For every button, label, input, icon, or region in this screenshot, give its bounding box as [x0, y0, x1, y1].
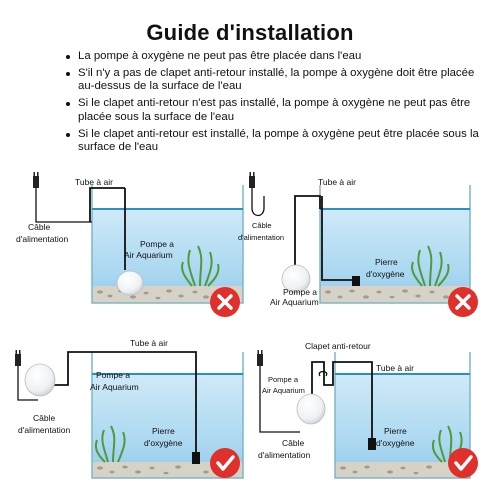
gravel-bed [320, 286, 470, 303]
cable-label: d'alimentation [16, 234, 69, 244]
rule-item: Si le clapet anti-retour n'est pas installé, la pompe à oxygène ne peut pas être placée sous la surface de l'eau [66, 97, 486, 124]
power-plug-icon [249, 172, 255, 188]
correct-icon [210, 448, 240, 478]
air-stone-icon [352, 276, 360, 286]
wrong-icon [210, 287, 240, 317]
cable-label: d'alimentation [18, 425, 71, 435]
panel-3 [15, 338, 243, 478]
tube-label: Tube à air [75, 177, 113, 187]
check-valve-icon [319, 372, 326, 377]
pump-label: Air Aquarium [124, 250, 173, 260]
power-plug-icon [33, 172, 39, 188]
valve-label: Clapet anti-retour [305, 341, 371, 351]
air-pump-icon [297, 394, 325, 424]
pump-label: Pompe a [268, 375, 299, 384]
rule-item: S'il n'y a pas de clapet anti-retour installé, la pompe à oxygène doit être placée au-dessus de la surface de l'eau [66, 67, 486, 94]
pump-label: Pompe a [96, 370, 131, 380]
tube-label: Tube à air [130, 338, 168, 348]
panel-2 [238, 172, 478, 317]
page-title: Guide d'installation [146, 20, 354, 45]
cable-label: Câble [252, 221, 272, 230]
correct-icon [448, 448, 478, 478]
power-cable [252, 188, 264, 216]
power-plug-icon [15, 350, 21, 366]
rule-item: La pompe à oxygène ne peut pas être placée dans l'eau [66, 50, 486, 63]
cable-label: Câble [33, 413, 56, 423]
pump-label: Air Aquarium [90, 382, 139, 392]
pump-label: Air Aquarium [270, 297, 319, 307]
pump-label: Pompe a [283, 287, 318, 297]
air-pump-icon [117, 271, 143, 295]
tube-label: Tube à air [376, 363, 414, 373]
cable-label: d'alimentation [258, 450, 311, 460]
air-stone-icon [368, 438, 376, 450]
air-pump-icon [25, 364, 55, 396]
air-stone-icon [192, 452, 200, 464]
power-cable [36, 188, 92, 222]
cable-label: Câble [28, 222, 51, 232]
cable-label: Câble [282, 438, 305, 448]
stone-label: d'oxygène [376, 438, 415, 448]
rule-item: Si le clapet anti-retour est installé, la pompe à oxygène peut être placée sous la surface de l'eau [66, 128, 486, 155]
wrong-icon [448, 287, 478, 317]
cable-label: d'alimentation [238, 233, 285, 242]
pump-label: Air Aquarium [262, 386, 305, 395]
stone-label: d'oxygène [144, 438, 183, 448]
power-plug-icon [257, 350, 263, 366]
stone-label: d'oxygène [366, 269, 405, 279]
stone-label: Pierre [375, 257, 398, 267]
stone-label: Pierre [384, 426, 407, 436]
panel-1 [16, 172, 243, 317]
pump-label: Pompe a [140, 239, 175, 249]
panel-4 [257, 341, 478, 478]
tube-label: Tube à air [318, 177, 356, 187]
stone-label: Pierre [152, 426, 175, 436]
